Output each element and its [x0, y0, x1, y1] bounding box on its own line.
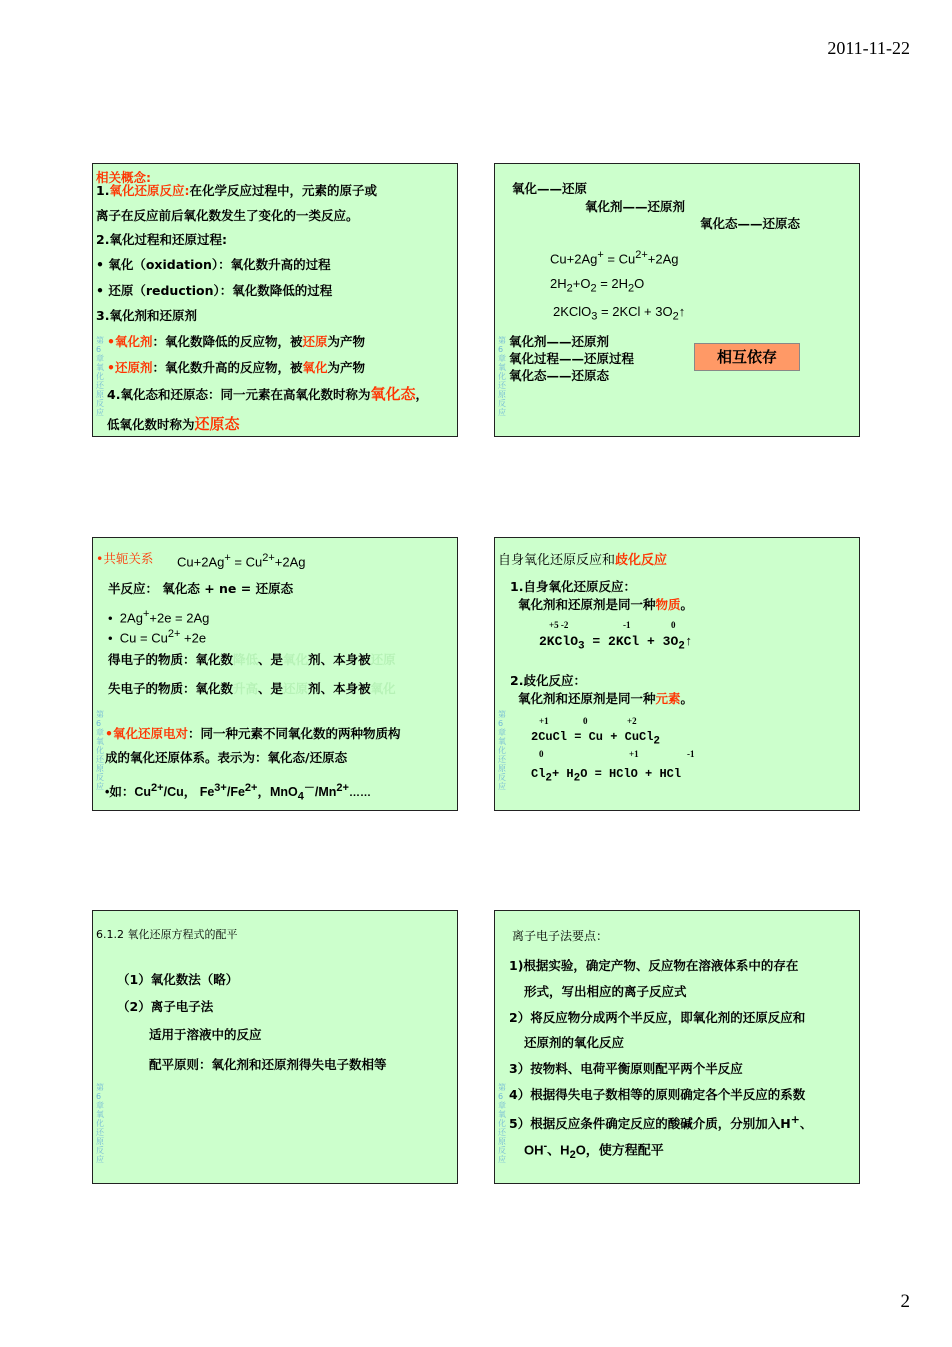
- eq-part: ↑: [684, 634, 693, 649]
- slide2-equation2: [550, 276, 644, 297]
- side-chapter-label: 第6章氧化还原反应: [498, 336, 506, 417]
- bullet: •: [108, 610, 113, 626]
- slide4-equation1: [539, 634, 693, 655]
- header-date: 2011-11-22: [827, 38, 910, 58]
- slide-interdependence: [494, 163, 860, 437]
- slide6-point3: 3）按物料、电荷平衡原则配平两个半反应: [509, 1061, 743, 1076]
- eq-sup: 2+: [635, 249, 648, 261]
- eq-sup: 2+: [244, 782, 258, 794]
- eq-part: +O: [572, 276, 591, 291]
- slide6-point2-cont: 还原剂的氧化反应: [524, 1035, 625, 1050]
- slide2-equation3: [553, 304, 685, 325]
- eq-sup: +: [790, 1113, 800, 1126]
- slide1-line4: • 氧化（oxidation）：氧化数升高的过程: [96, 257, 331, 272]
- text: ：氧化数升高的反应物，被: [152, 360, 303, 375]
- term: 氧化剂: [115, 334, 153, 349]
- side-chapter-label: 第6章氧化还原反应: [96, 1083, 104, 1164]
- oxidation-number: 0: [671, 620, 676, 630]
- text: ，: [415, 387, 428, 402]
- eq-part: Cl: [531, 767, 546, 781]
- side-chapter-label: 第6章氧化还原反应: [498, 710, 506, 791]
- slide2-heading2: 氧化剂——还原剂: [585, 199, 686, 214]
- text: 。: [680, 597, 694, 612]
- num: 1.: [96, 183, 110, 198]
- slide-balancing-equations: [92, 910, 458, 1184]
- slide-ion-electron-method: [494, 910, 860, 1184]
- slide1-line10: [107, 416, 240, 433]
- eq-part: O，使方程配平: [575, 1142, 664, 1158]
- eq-part: •如：Cu: [105, 785, 152, 800]
- slide4-title: [498, 553, 667, 569]
- slide1-line3: 2.氧化过程和还原过程:: [96, 232, 227, 247]
- ellipsis: ……: [348, 787, 371, 800]
- eq-sup: 2+: [336, 782, 349, 794]
- oxidation-number: 0: [539, 749, 544, 759]
- slide3-half-reaction: 半反应： 氧化态 + ne = 还原态: [108, 581, 294, 596]
- text: 得电子的物质：氧化数: [108, 652, 234, 667]
- slide6-point5-cont: [524, 1138, 664, 1163]
- eq-part: +2Ag: [647, 251, 679, 267]
- eq-sub: 2: [566, 282, 573, 295]
- slide5-item2: （2）离子电子法: [117, 999, 214, 1014]
- slide4-section2-desc: [518, 691, 693, 707]
- oxidation-number: +2: [627, 716, 637, 726]
- slide-conjugate-relationship: [92, 537, 458, 811]
- side-chapter-label: 第6章氧化还原反应: [96, 336, 104, 417]
- slide1-line6: 3.氧化剂和还原剂: [96, 308, 197, 323]
- slide2-pair2: 氧化过程——还原过程: [509, 351, 635, 366]
- eq-part: Cu+2Ag: [550, 251, 598, 267]
- slide3-redox-pair-line2: 成的氧化还原体系。表示为：氧化态/还原态: [105, 750, 348, 765]
- eq-sup: 2+: [151, 782, 164, 794]
- text: 4.氧化态和还原态：同一元素在高氧化数时称为: [107, 387, 371, 402]
- text: ：氧化数降低的反应物，被: [152, 334, 303, 349]
- text: 、: [799, 1116, 813, 1132]
- eq-sup: +: [224, 552, 231, 564]
- text: 失电子的物质：氧化数: [108, 681, 234, 696]
- highlight: 歧化反应: [615, 553, 668, 568]
- eq-sub: 3: [578, 640, 585, 653]
- text: 氧化剂和还原剂是同一种: [518, 597, 656, 612]
- slide1-title: 相关概念:: [96, 170, 151, 185]
- eq-part: 2KClO: [539, 634, 579, 649]
- highlight: 还原态: [194, 415, 240, 433]
- eq-sup: -: [543, 1140, 548, 1152]
- text: 为产物: [327, 360, 366, 375]
- eq-part: 2KClO: [553, 304, 592, 319]
- slide6-point2: 2）将反应物分成两个半反应，即氧化剂的还原反应和: [509, 1010, 806, 1025]
- text: 氧化剂和还原剂是同一种: [518, 691, 656, 706]
- highlight: 还原: [302, 334, 328, 349]
- eq-part: ，MnO: [257, 785, 298, 800]
- text: 5）根据反应条件确定反应的酸碱介质，分别加入H: [509, 1116, 791, 1132]
- text: 为产物: [327, 334, 366, 349]
- slide1-line7: [107, 334, 365, 350]
- slide6-point1: 1)根据实验，确定产物、反应物在溶液体系中的存在: [509, 958, 799, 973]
- eq-part: +2e = 2Ag: [149, 610, 210, 626]
- slide1-line8: [107, 360, 365, 376]
- slide6-point4: 4）根据得失电子数相等的原则确定各个半反应的系数: [509, 1087, 806, 1102]
- oxidation-number: +1: [539, 716, 549, 726]
- eq-part: /Cu， Fe: [163, 785, 215, 800]
- eq-part: + H: [552, 767, 574, 781]
- highlight: 物质: [655, 597, 681, 612]
- slide5-item3: 适用于溶液中的反应: [149, 1027, 262, 1042]
- slide4-section1: 1.自身氧化还原反应：: [510, 579, 636, 594]
- eq-part: = 2KCl + 3O: [584, 634, 679, 649]
- slide1-line1: [96, 183, 377, 199]
- eq-part: 2H: [550, 276, 567, 291]
- faint: 氧化: [370, 681, 396, 696]
- side-chapter-label: 第6章氧化还原反应: [498, 1083, 506, 1164]
- eq-sup: +: [597, 249, 604, 261]
- oxidation-number: +5 -2: [549, 620, 569, 630]
- slide3-half1: [108, 606, 209, 626]
- page-number: 2: [900, 1291, 910, 1312]
- term: •氧化还原电对: [105, 726, 188, 741]
- eq-sup: +: [142, 608, 150, 620]
- term: 氧化还原反应:: [109, 183, 190, 198]
- eq-sub: 2: [678, 640, 685, 653]
- slide1-line5: • 还原（reduction）：氧化数降低的过程: [96, 283, 333, 298]
- eq-sub: 2: [672, 310, 679, 323]
- eq-part: = 2H: [596, 276, 629, 291]
- slide4-equation2: [531, 729, 660, 749]
- eq-sub: 2: [590, 282, 597, 295]
- faint: 氧化: [283, 652, 309, 667]
- term: 还原剂: [115, 360, 153, 375]
- slide4-section2: 2.歧化反应：: [510, 673, 586, 688]
- slide2-pair3: 氧化态——还原态: [509, 368, 610, 383]
- slide5-item1: （1）氧化数法（略）: [117, 972, 239, 987]
- slide6-title: 离子电子法要点：: [512, 929, 609, 943]
- highlight: 氧化态: [370, 385, 416, 403]
- eq-part: 、H: [547, 1142, 570, 1158]
- eq-part: Cu = Cu: [119, 630, 168, 646]
- eq-sup: 2+: [167, 628, 181, 640]
- slide6-point5: [509, 1112, 812, 1132]
- oxidation-number: +1: [629, 749, 639, 759]
- slide5-item4: 配平原则：氧化剂和还原剂得失电子数相等: [149, 1057, 387, 1072]
- eq-sub: 2: [573, 772, 581, 785]
- eq-part: +2Ag: [274, 554, 306, 570]
- slide3-equation: [177, 550, 306, 570]
- text: 自身氧化还原反应和: [498, 553, 616, 568]
- slide3-half2: [108, 626, 206, 646]
- bullet: •: [108, 630, 113, 646]
- text: 在化学反应过程中，元素的原子或: [189, 183, 377, 198]
- slide2-pair1: 氧化剂——还原剂: [509, 334, 610, 349]
- bullet: •: [107, 360, 115, 375]
- side-chapter-label: 第6章氧化还原反应: [96, 710, 104, 791]
- eq-sub: 2: [545, 772, 553, 785]
- eq-sub: 2: [653, 735, 661, 748]
- text: 。: [680, 691, 694, 706]
- faint: 升高: [233, 681, 259, 696]
- slide3-lose-electrons: [108, 681, 396, 697]
- eq-sup: 3+: [214, 782, 227, 794]
- slide4-section1-desc: [518, 597, 693, 613]
- slide6-point1-cont: 形式，写出相应的离子反应式: [524, 984, 687, 999]
- bullet: •: [107, 334, 115, 349]
- eq-sub: 2: [569, 1148, 576, 1161]
- eq-part: = Cu: [230, 554, 263, 570]
- oxidation-number: 0: [583, 716, 588, 726]
- slide2-heading1: 氧化——还原: [512, 181, 588, 196]
- text: 低氧化数时称为: [107, 417, 195, 432]
- oxidation-number: -1: [687, 749, 695, 759]
- eq-part: ↑: [678, 304, 686, 319]
- eq-part: O = HClO + HCl: [580, 767, 682, 781]
- eq-part: Cu+2Ag: [177, 554, 225, 570]
- eq-part: /Mn: [314, 785, 337, 800]
- slide-disproportionation: [494, 537, 860, 811]
- slide3-redox-pair: [105, 726, 401, 742]
- slide1-line9: [107, 386, 428, 403]
- text: 、是: [258, 681, 284, 696]
- slide-related-concepts: [92, 163, 458, 437]
- slide4-equation3: [531, 766, 681, 786]
- faint: 降低: [233, 652, 259, 667]
- eq-part: 2CuCl = Cu + CuCl: [531, 730, 654, 744]
- slide3-examples: [105, 780, 371, 805]
- eq-part: O: [634, 276, 645, 291]
- eq-sup: 2+: [262, 552, 275, 564]
- eq-sub: 4: [297, 790, 304, 803]
- slide5-title: 6.1.2 氧化还原方程式的配平: [96, 928, 238, 941]
- faint: 还原: [370, 652, 396, 667]
- faint: 还原: [283, 681, 309, 696]
- text: 、是: [258, 652, 284, 667]
- highlight: 元素: [655, 691, 681, 706]
- slide3-bullet-label: •共轭关系: [96, 551, 154, 566]
- slide3-gain-electrons: [108, 652, 396, 668]
- eq-sup: －: [303, 782, 315, 794]
- eq-part: = Cu: [603, 251, 636, 267]
- text: 剂、本身被: [308, 652, 371, 667]
- eq-sub: 3: [591, 310, 598, 323]
- eq-part: +2e: [180, 630, 207, 646]
- eq-sub: 2: [628, 282, 635, 295]
- eq-part: 2Ag: [119, 610, 143, 626]
- oxidation-number: -1: [623, 620, 631, 630]
- eq-part: = 2KCl + 3O: [597, 304, 673, 319]
- text: 剂、本身被: [308, 681, 371, 696]
- eq-part: OH: [524, 1142, 544, 1158]
- slide2-equation1: [550, 247, 679, 267]
- highlight: 氧化: [302, 360, 328, 375]
- text: ：同一种元素不同氧化数的两种物质构: [188, 726, 401, 741]
- slide1-line2: 离子在反应前后氧化数发生了变化的一类反应。: [96, 208, 359, 223]
- interdependence-badge: 相互依存: [694, 343, 800, 371]
- eq-part: /Fe: [226, 785, 245, 800]
- slide2-heading3: 氧化态——还原态: [700, 216, 801, 231]
